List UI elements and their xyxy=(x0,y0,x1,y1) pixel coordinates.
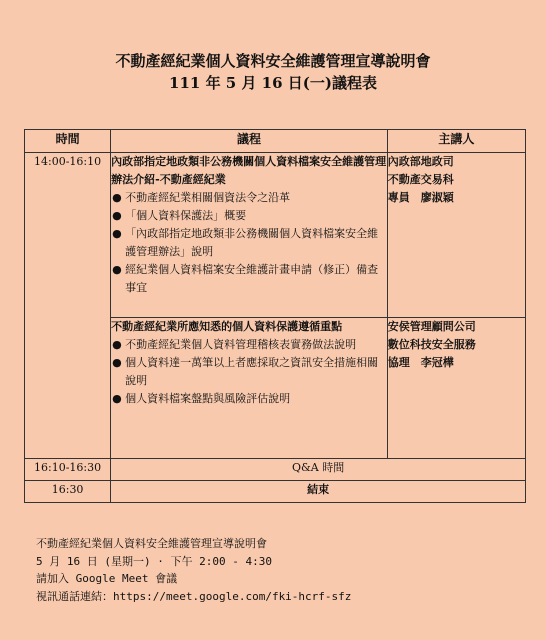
bullet-icon: ● xyxy=(112,356,122,369)
bullet-icon: ● xyxy=(112,227,122,240)
meeting-title: 不動產經紀業個人資料安全維護管理宣導說明會 xyxy=(36,537,267,550)
bullet-icon: ● xyxy=(112,392,122,405)
session-time: 14:00-16:10 xyxy=(25,153,111,459)
list-item: ● 「個人資料保護法」概要 xyxy=(111,207,387,225)
speaker-dept: 數位科技安全服務 xyxy=(387,338,476,351)
list-item: ● 「內政部指定地政類非公務機關個人資料檔案安全維護管理辦法」說明 xyxy=(112,227,379,258)
list-item: ● 不動產經紀業相關個資法令之沿革 xyxy=(111,189,387,207)
meeting-datetime: 5 月 16 日 (星期一) · 下午 2:00 - 4:30 xyxy=(36,554,272,568)
document-title: 不動產經紀業個人資料安全維護管理宣導說明會 xyxy=(115,52,431,70)
table-header-row xyxy=(25,130,526,153)
speaker-dept: 不動產交易科 xyxy=(387,173,454,186)
topic-title: 內政部指定地政類非公務機關個人資料檔案安全維護管理辦法介紹-不動產經紀業 xyxy=(111,155,387,186)
speaker-name: 協理 李冠樺 xyxy=(387,356,454,369)
agenda-table xyxy=(24,129,526,503)
speaker-org: 內政部地政司 xyxy=(387,155,454,168)
document-subtitle: 111 年 5 月 16 日(一)議程表 xyxy=(169,74,377,92)
speaker-name: 專員 廖淑穎 xyxy=(387,191,454,204)
header-speaker: 主講人 xyxy=(387,130,525,153)
topic-cell-part1 xyxy=(111,153,388,318)
table-row xyxy=(25,459,526,481)
meeting-join-text: 請加入 Google Meet 會議 xyxy=(36,572,178,585)
table-row xyxy=(25,481,526,503)
end-label: 結束 xyxy=(111,481,526,503)
meeting-info xyxy=(36,535,351,605)
qa-label: Q&A 時間 xyxy=(111,459,526,481)
speaker-cell-part1 xyxy=(387,153,525,318)
bullet-icon: ● xyxy=(112,209,122,222)
list-item: ● 經紀業個人資料檔案安全維護計畫申請（修正）備查事宜 xyxy=(112,263,379,294)
qa-time: 16:10-16:30 xyxy=(25,459,111,481)
bullet-icon: ● xyxy=(112,338,122,351)
table-row xyxy=(25,153,526,318)
header-topic: 議程 xyxy=(111,130,388,153)
header-time: 時間 xyxy=(25,130,111,153)
bullet-icon: ● xyxy=(112,191,122,204)
speaker-cell-part2 xyxy=(387,318,525,459)
topic-cell-part2 xyxy=(111,318,388,459)
topic-title: 不動產經紀業所應知悉的個人資料保護遵循重點 xyxy=(111,320,343,333)
speaker-org: 安侯管理顧問公司 xyxy=(387,320,476,333)
bullet-icon: ● xyxy=(112,263,122,276)
list-item: ● 個人資料達一萬筆以上者應採取之資訊安全措施相關說明 xyxy=(112,356,379,387)
list-item: ● 不動產經紀業個人資料管理稽核表實務做法說明 xyxy=(111,336,387,354)
list-item: ● 個人資料檔案盤點與風險評估說明 xyxy=(111,390,387,408)
meeting-link[interactable]: 視訊通話連結：https://meet.google.com/fki-hcrf-sfz xyxy=(36,589,352,603)
end-time: 16:30 xyxy=(25,481,111,503)
